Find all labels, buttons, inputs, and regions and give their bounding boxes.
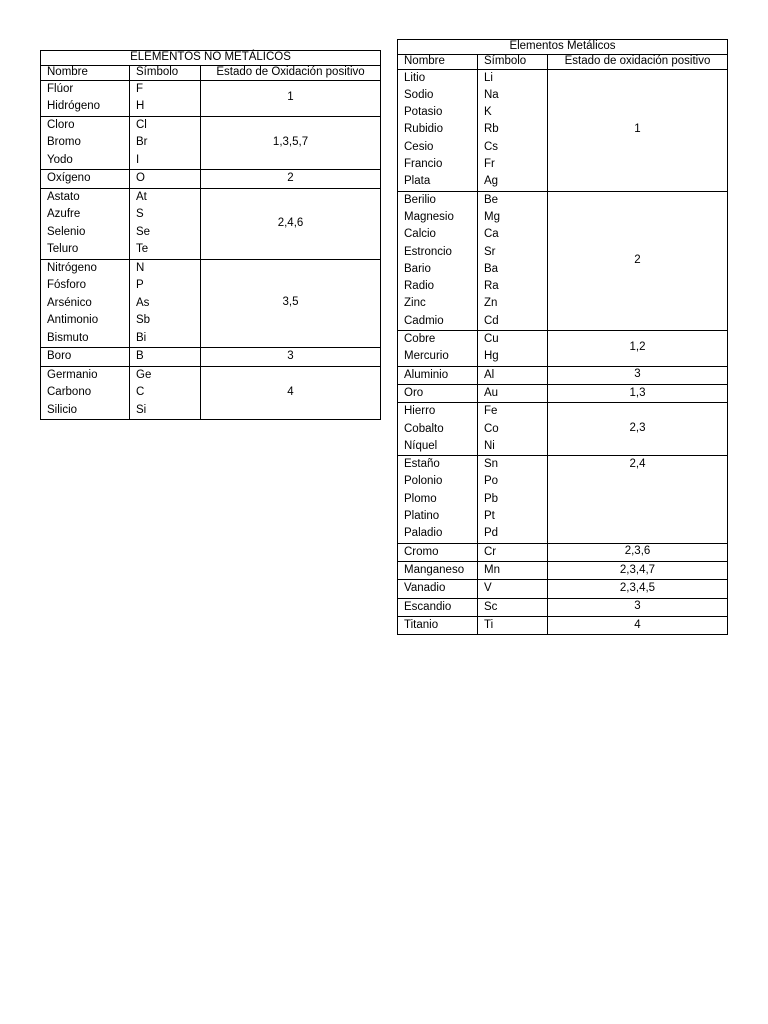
- element-name: Níquel: [404, 439, 438, 452]
- element-names-cell: [41, 188, 130, 259]
- element-name: Germanio: [47, 368, 98, 381]
- element-symbol: V: [484, 582, 492, 595]
- oxidation-state-cell: 1,3: [548, 384, 728, 402]
- element-group-row: [41, 188, 381, 259]
- element-symbol: Be: [484, 193, 499, 206]
- element-symbols-cell: [130, 80, 201, 116]
- element-name: Bario: [404, 262, 431, 275]
- element-symbols-cell: [478, 331, 548, 367]
- element-name: Aluminio: [404, 368, 449, 381]
- element-group-row: [41, 348, 381, 367]
- element-symbol: Co: [484, 422, 499, 435]
- element-names-cell: [41, 80, 130, 116]
- element-symbols-cell: [478, 561, 548, 579]
- element-name: Estaño: [404, 458, 440, 471]
- element-group-row: [398, 191, 728, 330]
- element-symbol: Te: [136, 243, 149, 256]
- element-symbol: Ni: [484, 439, 495, 452]
- element-name: Arsénico: [47, 296, 92, 309]
- element-symbols-cell: [130, 116, 201, 170]
- oxidation-state-cell: 2,3: [548, 403, 728, 456]
- element-name: Magnesio: [404, 210, 454, 223]
- element-symbol: H: [136, 100, 145, 113]
- element-symbol: Cr: [484, 545, 497, 558]
- element-name: Francio: [404, 158, 443, 171]
- element-name: Cesio: [404, 140, 434, 153]
- element-name: Hierro: [404, 405, 436, 418]
- element-name: Manganeso: [404, 563, 465, 576]
- element-symbol: Pd: [484, 527, 499, 540]
- element-names-cell: [398, 598, 478, 616]
- element-symbol: Li: [484, 71, 493, 84]
- element-name: Platino: [404, 510, 440, 523]
- element-symbol: Sn: [484, 458, 499, 471]
- element-symbol: Al: [484, 368, 495, 381]
- element-group-row: [398, 366, 728, 384]
- column-header-symbol: Símbolo: [478, 54, 548, 69]
- element-names-cell: [41, 348, 130, 367]
- element-symbol: Cu: [484, 333, 499, 346]
- element-symbol: Cd: [484, 314, 499, 327]
- element-name: Hidrógeno: [47, 100, 101, 113]
- element-symbol: Zn: [484, 297, 498, 310]
- element-name: Paladio: [404, 527, 443, 540]
- column-header-name: Nombre: [398, 54, 478, 69]
- element-symbol: P: [136, 279, 144, 292]
- oxidation-state-cell: 3: [548, 598, 728, 616]
- element-symbol: Sr: [484, 245, 496, 258]
- element-symbol: Fr: [484, 158, 495, 171]
- element-names-cell: [398, 543, 478, 561]
- element-name: Sodio: [404, 88, 434, 101]
- element-symbol: Ca: [484, 228, 499, 241]
- element-symbol: O: [136, 172, 145, 185]
- column-header-oxidation: Estado de oxidación positivo: [548, 54, 728, 69]
- element-name: Nitrógeno: [47, 261, 97, 274]
- element-name: Rubidio: [404, 123, 443, 136]
- element-symbol: Ag: [484, 175, 499, 188]
- element-names-cell: [398, 580, 478, 598]
- element-name: Radio: [404, 280, 435, 293]
- element-symbol: Cl: [136, 118, 147, 131]
- element-name: Yodo: [47, 153, 73, 166]
- element-names-cell: [41, 259, 130, 348]
- oxidation-state-cell: 2,3,4,7: [548, 561, 728, 579]
- element-name: Plata: [404, 175, 431, 188]
- element-name: Cobalto: [404, 422, 444, 435]
- oxidation-state-cell: 2: [201, 170, 381, 189]
- element-name: Selenio: [47, 225, 86, 238]
- oxidation-state-cell: 1: [548, 69, 728, 191]
- element-symbols-cell: [478, 543, 548, 561]
- element-group-row: [398, 598, 728, 616]
- element-group-row: [398, 616, 728, 634]
- element-symbols-cell: [130, 366, 201, 420]
- element-symbol: F: [136, 82, 144, 95]
- oxidation-state-cell: 3,5: [201, 259, 381, 348]
- element-symbol: Au: [484, 386, 499, 399]
- element-symbol: Cs: [484, 140, 499, 153]
- element-name: Teluro: [47, 243, 79, 256]
- element-name: Cobre: [404, 333, 436, 346]
- oxidation-state-cell: 3: [201, 348, 381, 367]
- element-symbols-cell: [478, 403, 548, 456]
- element-name: Oxígeno: [47, 172, 91, 185]
- oxidation-state-cell: 3: [548, 366, 728, 384]
- oxidation-state-cell: 1,3,5,7: [201, 116, 381, 170]
- element-symbol: Pb: [484, 492, 499, 505]
- element-names-cell: [41, 366, 130, 420]
- element-names-cell: [398, 403, 478, 456]
- element-names-cell: [398, 331, 478, 367]
- element-symbols-cell: [478, 580, 548, 598]
- metal-elements-table: [397, 39, 728, 635]
- element-group-row: [41, 170, 381, 189]
- element-symbols-cell: [478, 598, 548, 616]
- oxidation-state-cell: 2,3,6: [548, 543, 728, 561]
- table-body: [41, 80, 381, 420]
- element-name: Estroncio: [404, 245, 452, 258]
- element-symbol: Ti: [484, 618, 494, 631]
- element-symbol: Ba: [484, 262, 499, 275]
- element-name: Flúor: [47, 82, 74, 95]
- element-name: Plomo: [404, 492, 437, 505]
- element-group-row: [398, 403, 728, 456]
- element-symbol: Na: [484, 88, 499, 101]
- element-symbols-cell: [130, 170, 201, 189]
- element-symbol: Bi: [136, 331, 147, 344]
- element-group-row: [41, 80, 381, 116]
- element-symbol: N: [136, 261, 145, 274]
- element-names-cell: [398, 366, 478, 384]
- element-group-row: [398, 384, 728, 402]
- element-symbol: As: [136, 296, 150, 309]
- element-name: Carbono: [47, 386, 92, 399]
- element-symbol: Sb: [136, 314, 151, 327]
- oxidation-state-cell: 4: [201, 366, 381, 420]
- element-names-cell: [41, 170, 130, 189]
- element-group-row: [398, 331, 728, 367]
- element-symbol: B: [136, 350, 144, 363]
- element-names-cell: [398, 384, 478, 402]
- element-symbol: Hg: [484, 350, 499, 363]
- element-name: Cadmio: [404, 314, 444, 327]
- element-symbol: Mg: [484, 210, 500, 223]
- column-header-oxidation: Estado de Oxidación positivo: [201, 65, 381, 80]
- element-name: Bismuto: [47, 331, 89, 344]
- oxidation-state-cell: 2,4: [548, 456, 728, 543]
- element-symbol: Pt: [484, 510, 495, 523]
- table-title: Elementos Metálicos: [398, 40, 728, 55]
- element-symbol: K: [484, 106, 492, 119]
- element-name: Cromo: [404, 545, 439, 558]
- oxidation-state-cell: 2,3,4,5: [548, 580, 728, 598]
- element-symbols-cell: [130, 188, 201, 259]
- element-symbol: Si: [136, 403, 147, 416]
- oxidation-state-cell: 1,2: [548, 331, 728, 367]
- element-name: Mercurio: [404, 350, 449, 363]
- table-body: [398, 69, 728, 635]
- element-name: Zinc: [404, 297, 426, 310]
- oxidation-state-cell: 2: [548, 191, 728, 330]
- element-names-cell: [398, 456, 478, 543]
- oxidation-state-cell: 1: [201, 80, 381, 116]
- element-symbols-cell: [130, 259, 201, 348]
- element-symbol: Br: [136, 136, 148, 149]
- element-symbols-cell: [478, 456, 548, 543]
- element-symbol: Rb: [484, 123, 499, 136]
- element-name: Silicio: [47, 403, 78, 416]
- element-names-cell: [398, 616, 478, 634]
- element-group-row: [398, 561, 728, 579]
- element-symbols-cell: [478, 384, 548, 402]
- element-name: Antimonio: [47, 314, 99, 327]
- element-name: Potasio: [404, 106, 443, 119]
- element-symbol: Se: [136, 225, 151, 238]
- element-names-cell: [398, 191, 478, 330]
- column-header-name: Nombre: [41, 65, 130, 80]
- oxidation-state-cell: 4: [548, 616, 728, 634]
- element-symbol: Sc: [484, 600, 498, 613]
- nonmetal-elements-table: [40, 50, 381, 420]
- table-title: ELEMENTOS NO METÁLICOS: [41, 51, 381, 66]
- element-name: Litio: [404, 71, 426, 84]
- element-group-row: [398, 543, 728, 561]
- element-name: Calcio: [404, 228, 436, 241]
- element-name: Azufre: [47, 208, 81, 221]
- element-name: Escandio: [404, 600, 452, 613]
- element-name: Boro: [47, 350, 72, 363]
- element-name: Titanio: [404, 618, 439, 631]
- element-group-row: [41, 366, 381, 420]
- element-group-row: [41, 116, 381, 170]
- element-group-row: [398, 69, 728, 191]
- element-name: Vanadio: [404, 582, 446, 595]
- element-group-row: [41, 259, 381, 348]
- element-group-row: [398, 580, 728, 598]
- element-name: Berilio: [404, 193, 436, 206]
- element-symbol: C: [136, 386, 145, 399]
- element-symbol: S: [136, 208, 144, 221]
- element-symbols-cell: [478, 191, 548, 330]
- element-symbol: Ge: [136, 368, 152, 381]
- element-symbol: At: [136, 190, 147, 203]
- element-name: Astato: [47, 190, 80, 203]
- element-names-cell: [398, 561, 478, 579]
- element-symbol: I: [136, 153, 140, 166]
- element-symbols-cell: [130, 348, 201, 367]
- element-symbol: Po: [484, 475, 499, 488]
- element-name: Oro: [404, 386, 424, 399]
- element-symbols-cell: [478, 69, 548, 191]
- element-name: Polonio: [404, 475, 443, 488]
- element-symbol: Mn: [484, 563, 500, 576]
- element-name: Cloro: [47, 118, 75, 131]
- element-group-row: [398, 456, 728, 543]
- element-symbols-cell: [478, 366, 548, 384]
- oxidation-state-cell: 2,4,6: [201, 188, 381, 259]
- element-symbol: Fe: [484, 405, 498, 418]
- element-symbols-cell: [478, 616, 548, 634]
- element-name: Fósforo: [47, 279, 86, 292]
- element-symbol: Ra: [484, 280, 499, 293]
- column-header-symbol: Símbolo: [130, 65, 201, 80]
- element-names-cell: [41, 116, 130, 170]
- element-names-cell: [398, 69, 478, 191]
- element-name: Bromo: [47, 136, 81, 149]
